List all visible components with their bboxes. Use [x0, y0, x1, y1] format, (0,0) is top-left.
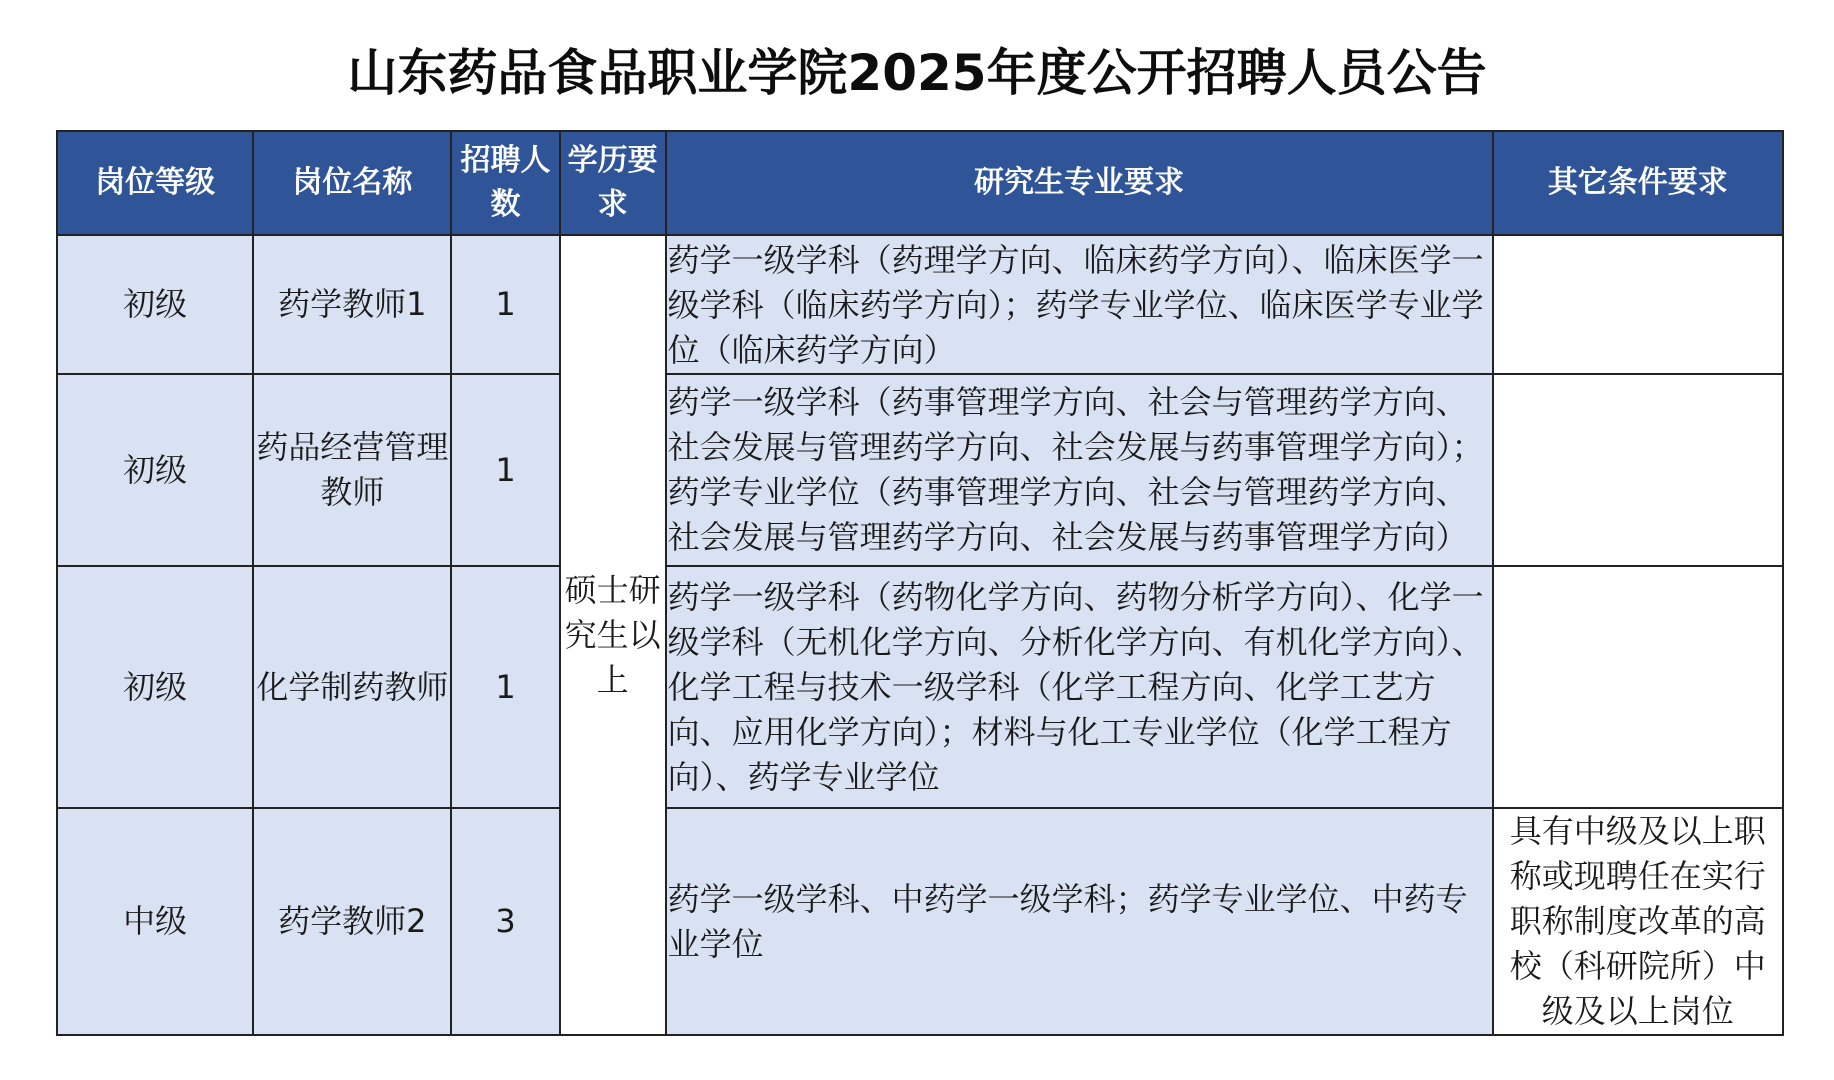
page-title: 山东药品食品职业学院2025年度公开招聘人员公告 — [347, 44, 1487, 102]
table-header-row — [57, 131, 1783, 235]
table-row — [57, 808, 1783, 1035]
cell-level: 中级 — [57, 808, 253, 1035]
cell-count: 1 — [451, 235, 559, 374]
cell-position: 化学制药教师 — [253, 566, 451, 808]
cell-other — [1493, 235, 1783, 374]
cell-major: 药学一级学科（药理学方向、临床药学方向）、临床医学一级学科（临床药学方向）；药学专业学位、临床医学专业学位（临床药学方向） — [666, 235, 1493, 374]
header-other: 其它条件要求 — [1493, 131, 1783, 235]
cell-other — [1493, 374, 1783, 566]
cell-other: 具有中级及以上职称或现聘任在实行职称制度改革的高校（科研院所）中级及以上岗位 — [1493, 808, 1783, 1035]
header-count: 招聘人数 — [451, 131, 559, 235]
cell-level: 初级 — [57, 374, 253, 566]
recruitment-table — [56, 130, 1784, 1036]
table-row — [57, 566, 1783, 808]
cell-position: 药学教师2 — [253, 808, 451, 1035]
cell-level: 初级 — [57, 566, 253, 808]
cell-major: 药学一级学科（药事管理学方向、社会与管理药学方向、社会发展与管理药学方向、社会发展与药事管理学方向）；药学专业学位（药事管理学方向、社会与管理药学方向、社会发展与管理药学方向、社会发展与药事管理学方向） — [666, 374, 1493, 566]
table-row — [57, 374, 1783, 566]
table-row — [57, 235, 1783, 374]
header-level: 岗位等级 — [57, 131, 253, 235]
cell-count: 3 — [451, 808, 559, 1035]
cell-major: 药学一级学科（药物化学方向、药物分析学方向）、化学一级学科（无机化学方向、分析化学方向、有机化学方向）、化学工程与技术一级学科（化学工程方向、化学工艺方向、应用化学方向）；材料与化工专业学位（化学工程方向）、药学专业学位 — [666, 566, 1493, 808]
header-education: 学历要求 — [560, 131, 666, 235]
header-major: 研究生专业要求 — [666, 131, 1493, 235]
cell-count: 1 — [451, 374, 559, 566]
cell-level: 初级 — [57, 235, 253, 374]
cell-major: 药学一级学科、中药学一级学科；药学专业学位、中药专业学位 — [666, 808, 1493, 1035]
cell-other — [1493, 566, 1783, 808]
cell-count: 1 — [451, 566, 559, 808]
cell-education: 硕士研究生以上 — [560, 235, 666, 1035]
header-position: 岗位名称 — [253, 131, 451, 235]
cell-position: 药学教师1 — [253, 235, 451, 374]
cell-position: 药品经营管理教师 — [253, 374, 451, 566]
